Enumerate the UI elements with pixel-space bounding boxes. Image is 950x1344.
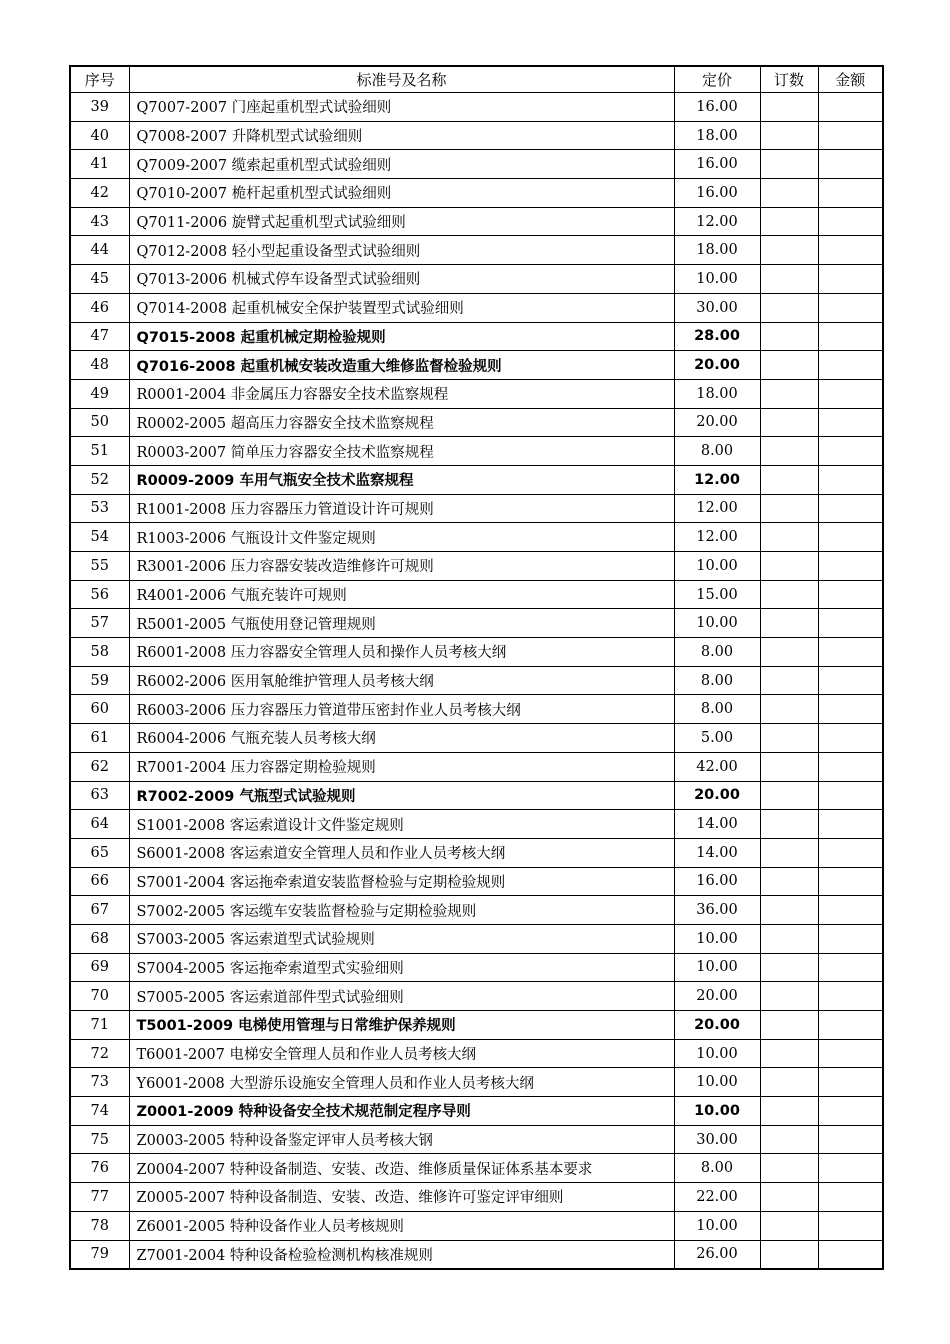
row-order-qty-cell[interactable] — [760, 552, 818, 581]
header-amount: 金额 — [818, 66, 883, 93]
row-standard-name: T5001-2009 电梯使用管理与日常维护保养规则 — [129, 1011, 674, 1040]
row-price: 8.00 — [674, 1154, 760, 1183]
row-standard-name: Q7010-2007 桅杆起重机型式试验细则 — [129, 179, 674, 208]
row-standard-name: Z0001-2009 特种设备安全技术规范制定程序导则 — [129, 1097, 674, 1126]
row-price: 14.00 — [674, 810, 760, 839]
row-amount-cell[interactable] — [818, 236, 883, 265]
table-row — [70, 695, 883, 724]
header-standard-name: 标准号及名称 — [129, 66, 674, 93]
table-row — [70, 1211, 883, 1240]
row-serial-no: 73 — [70, 1068, 129, 1097]
row-price: 18.00 — [674, 379, 760, 408]
row-price: 8.00 — [674, 437, 760, 466]
row-price: 18.00 — [674, 121, 760, 150]
table-row — [70, 379, 883, 408]
row-price: 30.00 — [674, 293, 760, 322]
row-order-qty-cell[interactable] — [760, 580, 818, 609]
row-amount-cell[interactable] — [818, 1011, 883, 1040]
row-serial-no: 62 — [70, 752, 129, 781]
table-row — [70, 265, 883, 294]
row-serial-no: 48 — [70, 351, 129, 380]
row-serial-no: 74 — [70, 1097, 129, 1126]
table-row — [70, 638, 883, 667]
table-row — [70, 982, 883, 1011]
row-serial-no: 78 — [70, 1211, 129, 1240]
row-serial-no: 66 — [70, 867, 129, 896]
row-standard-name: Q7008-2007 升降机型式试验细则 — [129, 121, 674, 150]
row-amount-cell[interactable] — [818, 293, 883, 322]
row-order-qty-cell[interactable] — [760, 867, 818, 896]
row-order-qty-cell[interactable] — [760, 150, 818, 179]
table-row — [70, 1011, 883, 1040]
row-standard-name: S6001-2008 客运索道安全管理人员和作业人员考核大纲 — [129, 838, 674, 867]
row-price: 15.00 — [674, 580, 760, 609]
row-amount-cell[interactable] — [818, 810, 883, 839]
table-row — [70, 580, 883, 609]
table-row — [70, 179, 883, 208]
table-row — [70, 207, 883, 236]
table-row — [70, 322, 883, 351]
row-order-qty-cell[interactable] — [760, 494, 818, 523]
row-standard-name: R1003-2006 气瓶设计文件鉴定规则 — [129, 523, 674, 552]
row-price: 10.00 — [674, 1097, 760, 1126]
row-order-qty-cell[interactable] — [760, 207, 818, 236]
row-standard-name: Z7001-2004 特种设备检验检测机构核准规则 — [129, 1240, 674, 1269]
row-serial-no: 50 — [70, 408, 129, 437]
row-serial-no: 70 — [70, 982, 129, 1011]
row-price: 16.00 — [674, 93, 760, 122]
row-standard-name: Q7014-2008 起重机械安全保护装置型式试验细则 — [129, 293, 674, 322]
row-standard-name: R6002-2006 医用氧舱维护管理人员考核大纲 — [129, 666, 674, 695]
row-amount-cell[interactable] — [818, 1125, 883, 1154]
row-serial-no: 71 — [70, 1011, 129, 1040]
row-standard-name: S1001-2008 客运索道设计文件鉴定规则 — [129, 810, 674, 839]
row-serial-no: 55 — [70, 552, 129, 581]
header-price: 定价 — [674, 66, 760, 93]
row-amount-cell[interactable] — [818, 408, 883, 437]
row-serial-no: 77 — [70, 1183, 129, 1212]
row-serial-no: 75 — [70, 1125, 129, 1154]
row-order-qty-cell[interactable] — [760, 265, 818, 294]
row-standard-name: R7001-2004 压力容器定期检验规则 — [129, 752, 674, 781]
row-price: 10.00 — [674, 953, 760, 982]
row-price: 20.00 — [674, 982, 760, 1011]
row-serial-no: 43 — [70, 207, 129, 236]
table-row — [70, 1125, 883, 1154]
row-order-qty-cell[interactable] — [760, 1011, 818, 1040]
row-amount-cell[interactable] — [818, 552, 883, 581]
row-price: 20.00 — [674, 781, 760, 810]
row-standard-name: R0001-2004 非金属压力容器安全技术监察规程 — [129, 379, 674, 408]
row-amount-cell[interactable] — [818, 150, 883, 179]
row-amount-cell[interactable] — [818, 1154, 883, 1183]
row-order-qty-cell[interactable] — [760, 1039, 818, 1068]
row-standard-name: Q7015-2008 起重机械定期检验规则 — [129, 322, 674, 351]
row-amount-cell[interactable] — [818, 121, 883, 150]
row-serial-no: 42 — [70, 179, 129, 208]
row-standard-name: Y6001-2008 大型游乐设施安全管理人员和作业人员考核大纲 — [129, 1068, 674, 1097]
row-amount-cell[interactable] — [818, 896, 883, 925]
table-row — [70, 93, 883, 122]
table-row — [70, 236, 883, 265]
row-order-qty-cell[interactable] — [760, 465, 818, 494]
row-amount-cell[interactable] — [818, 322, 883, 351]
row-order-qty-cell[interactable] — [760, 1068, 818, 1097]
row-amount-cell[interactable] — [818, 265, 883, 294]
row-standard-name: R1001-2008 压力容器压力管道设计许可规则 — [129, 494, 674, 523]
row-price: 28.00 — [674, 322, 760, 351]
row-serial-no: 46 — [70, 293, 129, 322]
table-row — [70, 121, 883, 150]
row-price: 8.00 — [674, 638, 760, 667]
row-order-qty-cell[interactable] — [760, 752, 818, 781]
row-standard-name: Q7016-2008 起重机械安装改造重大维修监督检验规则 — [129, 351, 674, 380]
row-serial-no: 54 — [70, 523, 129, 552]
row-order-qty-cell[interactable] — [760, 724, 818, 753]
header-serial-no: 序号 — [70, 66, 129, 93]
row-standard-name: R0009-2009 车用气瓶安全技术监察规程 — [129, 465, 674, 494]
row-amount-cell[interactable] — [818, 867, 883, 896]
table-row — [70, 523, 883, 552]
row-price: 10.00 — [674, 1039, 760, 1068]
row-price: 8.00 — [674, 695, 760, 724]
row-price: 10.00 — [674, 552, 760, 581]
table-row — [70, 465, 883, 494]
row-amount-cell[interactable] — [818, 379, 883, 408]
row-price: 10.00 — [674, 1211, 760, 1240]
header-order-qty: 订数 — [760, 66, 818, 93]
row-amount-cell[interactable] — [818, 437, 883, 466]
row-order-qty-cell[interactable] — [760, 379, 818, 408]
row-order-qty-cell[interactable] — [760, 1183, 818, 1212]
row-amount-cell[interactable] — [818, 752, 883, 781]
row-serial-no: 60 — [70, 695, 129, 724]
table-row — [70, 752, 883, 781]
row-standard-name: Z6001-2005 特种设备作业人员考核规则 — [129, 1211, 674, 1240]
row-standard-name: Q7013-2006 机械式停车设备型式试验细则 — [129, 265, 674, 294]
row-order-qty-cell[interactable] — [760, 781, 818, 810]
row-price: 10.00 — [674, 924, 760, 953]
table-row — [70, 1154, 883, 1183]
row-standard-name: R3001-2006 压力容器安装改造维修许可规则 — [129, 552, 674, 581]
row-order-qty-cell[interactable] — [760, 408, 818, 437]
row-serial-no: 72 — [70, 1039, 129, 1068]
row-serial-no: 44 — [70, 236, 129, 265]
table-row — [70, 609, 883, 638]
table-row — [70, 810, 883, 839]
table-row — [70, 953, 883, 982]
row-price: 16.00 — [674, 150, 760, 179]
row-serial-no: 79 — [70, 1240, 129, 1269]
row-serial-no: 57 — [70, 609, 129, 638]
row-standard-name: R7002-2009 气瓶型式试验规则 — [129, 781, 674, 810]
row-amount-cell[interactable] — [818, 207, 883, 236]
row-amount-cell[interactable] — [818, 1211, 883, 1240]
row-amount-cell[interactable] — [818, 1183, 883, 1212]
row-standard-name: R6004-2006 气瓶充装人员考核大纲 — [129, 724, 674, 753]
row-order-qty-cell[interactable] — [760, 953, 818, 982]
row-price: 12.00 — [674, 207, 760, 236]
row-serial-no: 67 — [70, 896, 129, 925]
row-serial-no: 64 — [70, 810, 129, 839]
row-order-qty-cell[interactable] — [760, 93, 818, 122]
row-price: 16.00 — [674, 867, 760, 896]
table-row — [70, 896, 883, 925]
row-amount-cell[interactable] — [818, 1097, 883, 1126]
row-price: 26.00 — [674, 1240, 760, 1269]
row-price: 8.00 — [674, 666, 760, 695]
row-serial-no: 45 — [70, 265, 129, 294]
table-row — [70, 781, 883, 810]
row-standard-name: Q7011-2006 旋臂式起重机型式试验细则 — [129, 207, 674, 236]
row-price: 10.00 — [674, 1068, 760, 1097]
row-price: 12.00 — [674, 465, 760, 494]
table-row — [70, 666, 883, 695]
row-price: 42.00 — [674, 752, 760, 781]
row-price: 22.00 — [674, 1183, 760, 1212]
row-price: 30.00 — [674, 1125, 760, 1154]
row-serial-no: 61 — [70, 724, 129, 753]
row-standard-name: Z0004-2007 特种设备制造、安装、改造、维修质量保证体系基本要求 — [129, 1154, 674, 1183]
row-price: 20.00 — [674, 408, 760, 437]
row-amount-cell[interactable] — [818, 179, 883, 208]
row-serial-no: 53 — [70, 494, 129, 523]
table-row — [70, 1183, 883, 1212]
row-amount-cell[interactable] — [818, 724, 883, 753]
row-standard-name: T6001-2007 电梯安全管理人员和作业人员考核大纲 — [129, 1039, 674, 1068]
table-row — [70, 1039, 883, 1068]
table-row — [70, 1068, 883, 1097]
row-amount-cell[interactable] — [818, 609, 883, 638]
row-serial-no: 63 — [70, 781, 129, 810]
table-header-row — [70, 66, 883, 93]
row-price: 12.00 — [674, 494, 760, 523]
row-serial-no: 65 — [70, 838, 129, 867]
row-order-qty-cell[interactable] — [760, 838, 818, 867]
row-standard-name: R5001-2005 气瓶使用登记管理规则 — [129, 609, 674, 638]
row-serial-no: 51 — [70, 437, 129, 466]
table-body — [70, 93, 883, 1270]
row-amount-cell[interactable] — [818, 781, 883, 810]
row-order-qty-cell[interactable] — [760, 1097, 818, 1126]
row-serial-no: 76 — [70, 1154, 129, 1183]
row-standard-name: S7003-2005 客运索道型式试验规则 — [129, 924, 674, 953]
table-row — [70, 838, 883, 867]
table-row — [70, 724, 883, 753]
row-standard-name: R6003-2006 压力容器压力管道带压密封作业人员考核大纲 — [129, 695, 674, 724]
row-order-qty-cell[interactable] — [760, 293, 818, 322]
row-serial-no: 39 — [70, 93, 129, 122]
row-order-qty-cell[interactable] — [760, 351, 818, 380]
row-standard-name: R6001-2008 压力容器安全管理人员和操作人员考核大纲 — [129, 638, 674, 667]
row-order-qty-cell[interactable] — [760, 322, 818, 351]
row-order-qty-cell[interactable] — [760, 695, 818, 724]
row-order-qty-cell[interactable] — [760, 1154, 818, 1183]
row-order-qty-cell[interactable] — [760, 1240, 818, 1269]
row-order-qty-cell[interactable] — [760, 982, 818, 1011]
row-amount-cell[interactable] — [818, 953, 883, 982]
row-order-qty-cell[interactable] — [760, 1211, 818, 1240]
row-standard-name: Q7007-2007 门座起重机型式试验细则 — [129, 93, 674, 122]
row-order-qty-cell[interactable] — [760, 810, 818, 839]
row-price: 5.00 — [674, 724, 760, 753]
row-amount-cell[interactable] — [818, 1068, 883, 1097]
row-standard-name: R0003-2007 简单压力容器安全技术监察规程 — [129, 437, 674, 466]
row-serial-no: 69 — [70, 953, 129, 982]
row-standard-name: Q7009-2007 缆索起重机型式试验细则 — [129, 150, 674, 179]
table-row — [70, 867, 883, 896]
row-order-qty-cell[interactable] — [760, 121, 818, 150]
row-amount-cell[interactable] — [818, 695, 883, 724]
table-row — [70, 1097, 883, 1126]
row-serial-no: 47 — [70, 322, 129, 351]
row-standard-name: S7005-2005 客运索道部件型式试验细则 — [129, 982, 674, 1011]
row-price: 20.00 — [674, 351, 760, 380]
row-amount-cell[interactable] — [818, 494, 883, 523]
row-amount-cell[interactable] — [818, 924, 883, 953]
row-serial-no: 40 — [70, 121, 129, 150]
row-amount-cell[interactable] — [818, 638, 883, 667]
row-serial-no: 56 — [70, 580, 129, 609]
row-amount-cell[interactable] — [818, 838, 883, 867]
row-serial-no: 68 — [70, 924, 129, 953]
row-standard-name: S7004-2005 客运拖牵索道型式实验细则 — [129, 953, 674, 982]
row-price: 12.00 — [674, 523, 760, 552]
standards-price-table — [69, 65, 884, 1270]
row-serial-no: 59 — [70, 666, 129, 695]
table-row — [70, 408, 883, 437]
row-amount-cell[interactable] — [818, 982, 883, 1011]
row-standard-name: Z0003-2005 特种设备鉴定评审人员考核大钢 — [129, 1125, 674, 1154]
row-amount-cell[interactable] — [818, 465, 883, 494]
row-price: 20.00 — [674, 1011, 760, 1040]
table-row — [70, 351, 883, 380]
row-order-qty-cell[interactable] — [760, 523, 818, 552]
table-row — [70, 552, 883, 581]
row-order-qty-cell[interactable] — [760, 179, 818, 208]
row-order-qty-cell[interactable] — [760, 1125, 818, 1154]
row-standard-name: R4001-2006 气瓶充装许可规则 — [129, 580, 674, 609]
row-price: 10.00 — [674, 265, 760, 294]
row-standard-name: R0002-2005 超高压力容器安全技术监察规程 — [129, 408, 674, 437]
row-standard-name: Z0005-2007 特种设备制造、安装、改造、维修许可鉴定评审细则 — [129, 1183, 674, 1212]
table-row — [70, 437, 883, 466]
row-price: 16.00 — [674, 179, 760, 208]
row-order-qty-cell[interactable] — [760, 924, 818, 953]
row-amount-cell[interactable] — [818, 523, 883, 552]
row-price: 18.00 — [674, 236, 760, 265]
row-order-qty-cell[interactable] — [760, 236, 818, 265]
row-amount-cell[interactable] — [818, 351, 883, 380]
table-row — [70, 150, 883, 179]
row-standard-name: Q7012-2008 轻小型起重设备型式试验细则 — [129, 236, 674, 265]
row-price: 14.00 — [674, 838, 760, 867]
row-price: 36.00 — [674, 896, 760, 925]
row-amount-cell[interactable] — [818, 666, 883, 695]
row-serial-no: 52 — [70, 465, 129, 494]
row-amount-cell[interactable] — [818, 1039, 883, 1068]
row-order-qty-cell[interactable] — [760, 666, 818, 695]
row-order-qty-cell[interactable] — [760, 896, 818, 925]
row-price: 10.00 — [674, 609, 760, 638]
row-amount-cell[interactable] — [818, 580, 883, 609]
row-serial-no: 58 — [70, 638, 129, 667]
row-order-qty-cell[interactable] — [760, 609, 818, 638]
table-row — [70, 924, 883, 953]
table-row — [70, 293, 883, 322]
table-row — [70, 494, 883, 523]
row-order-qty-cell[interactable] — [760, 638, 818, 667]
row-order-qty-cell[interactable] — [760, 437, 818, 466]
row-amount-cell[interactable] — [818, 93, 883, 122]
row-serial-no: 41 — [70, 150, 129, 179]
table-row — [70, 1240, 883, 1269]
row-serial-no: 49 — [70, 379, 129, 408]
row-standard-name: S7002-2005 客运缆车安装监督检验与定期检验规则 — [129, 896, 674, 925]
row-amount-cell[interactable] — [818, 1240, 883, 1269]
row-standard-name: S7001-2004 客运拖牵索道安装监督检验与定期检验规则 — [129, 867, 674, 896]
